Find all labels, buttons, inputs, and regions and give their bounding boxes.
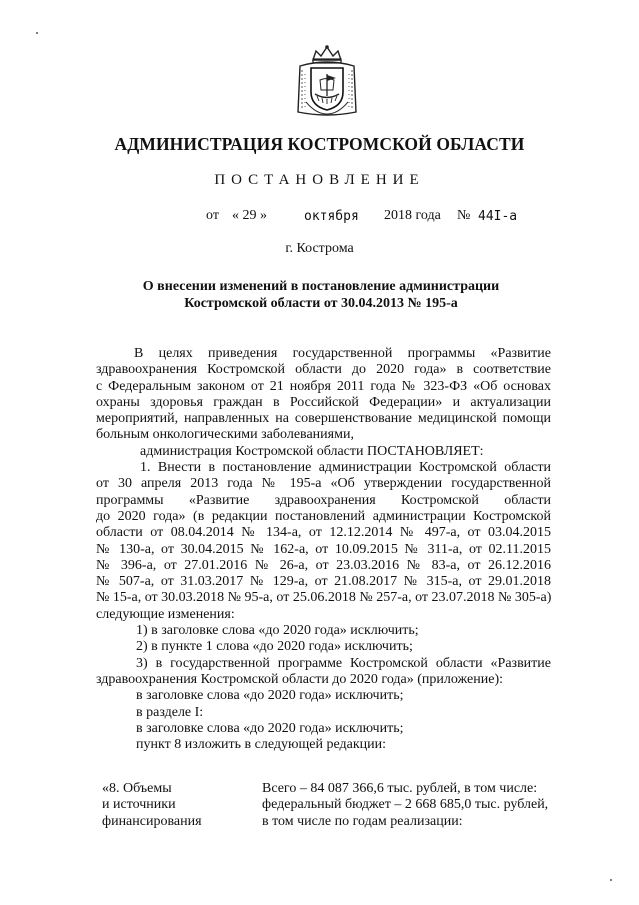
subitem-1: 1) в заголовке слова «до 2020 года» исключить;	[136, 623, 419, 639]
doc-number-label: №	[457, 208, 471, 223]
preamble-line: с Федеральным законом от 21 ноября 2011 года № 323-ФЗ «Об основах	[96, 378, 551, 394]
subitem-3-clause: в заголовке слова «до 2020 года» исключить;	[136, 720, 404, 736]
subitem-3-clause: в заголовке слова «до 2020 года» исключить;	[136, 688, 404, 704]
preamble-line: охраны здоровья граждан в Российской Федерации» и актуализации	[96, 394, 551, 410]
item1-line: до 2020 года» (в редакции постановлений администрации Костромской	[96, 508, 551, 524]
scan-speck	[36, 32, 38, 34]
subitem-3-clause: пункт 8 изложить в следующей редакции:	[136, 737, 386, 753]
subject-line: О внесении изменений в постановление администрации	[142, 279, 500, 294]
organization-title: АДМИНИСТРАЦИЯ КОСТРОМСКОЙ ОБЛАСТИ	[114, 134, 525, 154]
financing-label-line: «8. Объемы	[102, 781, 172, 796]
date-day: « 29 »	[232, 208, 267, 223]
preamble-line: мероприятий, направленных на совершенствование медицинской помощи	[96, 411, 551, 427]
resolution-statement: администрация Костромской области ПОСТАНОВЛЯЕТ:	[140, 443, 484, 459]
date-year: 2018 года	[384, 208, 441, 223]
item1-line: 1. Внести в постановление администрации Костромской области	[140, 460, 551, 476]
item1-line: № 15-а, от 30.03.2018 № 95-а, от 25.06.2018 № 257-а, от 23.07.2018 № 305-а)	[96, 590, 552, 606]
item1-line: от 30 апреля 2013 года № 195-а «Об утверждении государственной	[96, 476, 551, 492]
item1-line: № 396-а, от 27.01.2016 № 26-а, от 23.03.2016 № 83-а, от 26.12.2016	[96, 557, 551, 573]
subitem-3-line: 3) в государственной программе Костромской области «Развитие	[136, 655, 551, 671]
financing-value-line: в том числе по годам реализации:	[262, 813, 463, 829]
subitem-3-line: здравоохранения Костромской области до 2020 года» (приложение):	[96, 671, 503, 687]
document-body	[96, 346, 551, 753]
document-type: ПОСТАНОВЛЕНИЕ	[214, 172, 425, 188]
financing-label-cell	[102, 781, 202, 830]
subitem-2: 2) в пункте 1 слова «до 2020 года» исключить;	[136, 639, 413, 655]
date-month: октября	[304, 209, 359, 224]
document-subject	[95, 278, 547, 312]
city: г. Кострома	[285, 241, 354, 256]
scan-speck	[610, 879, 612, 881]
financing-label-line: финансирования	[102, 813, 202, 829]
subject-line: Костромской области от 30.04.2013 № 195-а	[184, 296, 458, 311]
financing-value-line: Всего – 84 087 366,6 тыс. рублей, в том числе:	[262, 781, 538, 796]
date-prefix: от	[206, 208, 219, 223]
financing-value-cell	[262, 781, 548, 830]
preamble-line: В целях приведения государственной программы «Развитие	[134, 346, 551, 361]
preamble-line: больным онкологическими заболеваниями,	[96, 427, 354, 443]
item1-line: № 507-а, от 31.03.2017 № 129-а, от 21.08.2017 № 315-а, от 29.01.2018	[96, 574, 551, 590]
subitem-3-clause: в разделе I:	[136, 704, 204, 720]
financing-label-line: и источники	[102, 797, 176, 813]
item1-line: области от 08.04.2014 № 134-а, от 12.12.2014 № 497-а, от 03.04.2015	[96, 525, 551, 541]
financing-value-line: федеральный бюджет – 2 668 685,0 тыс. рублей,	[262, 797, 549, 813]
item1-line: программы «Развитие здравоохранения Костромской области	[96, 492, 551, 508]
item1-line: следующие изменения:	[96, 606, 235, 622]
kostroma-coat-of-arms-icon	[296, 44, 358, 118]
preamble-line: здравоохранения Костромской области до 2020 года» в соответствие	[96, 362, 551, 378]
doc-number: 44I-а	[478, 209, 518, 224]
item1-line: № 130-а, от 30.04.2015 № 162-а, от 10.09.2015 № 311-а, от 02.11.2015	[96, 541, 551, 557]
